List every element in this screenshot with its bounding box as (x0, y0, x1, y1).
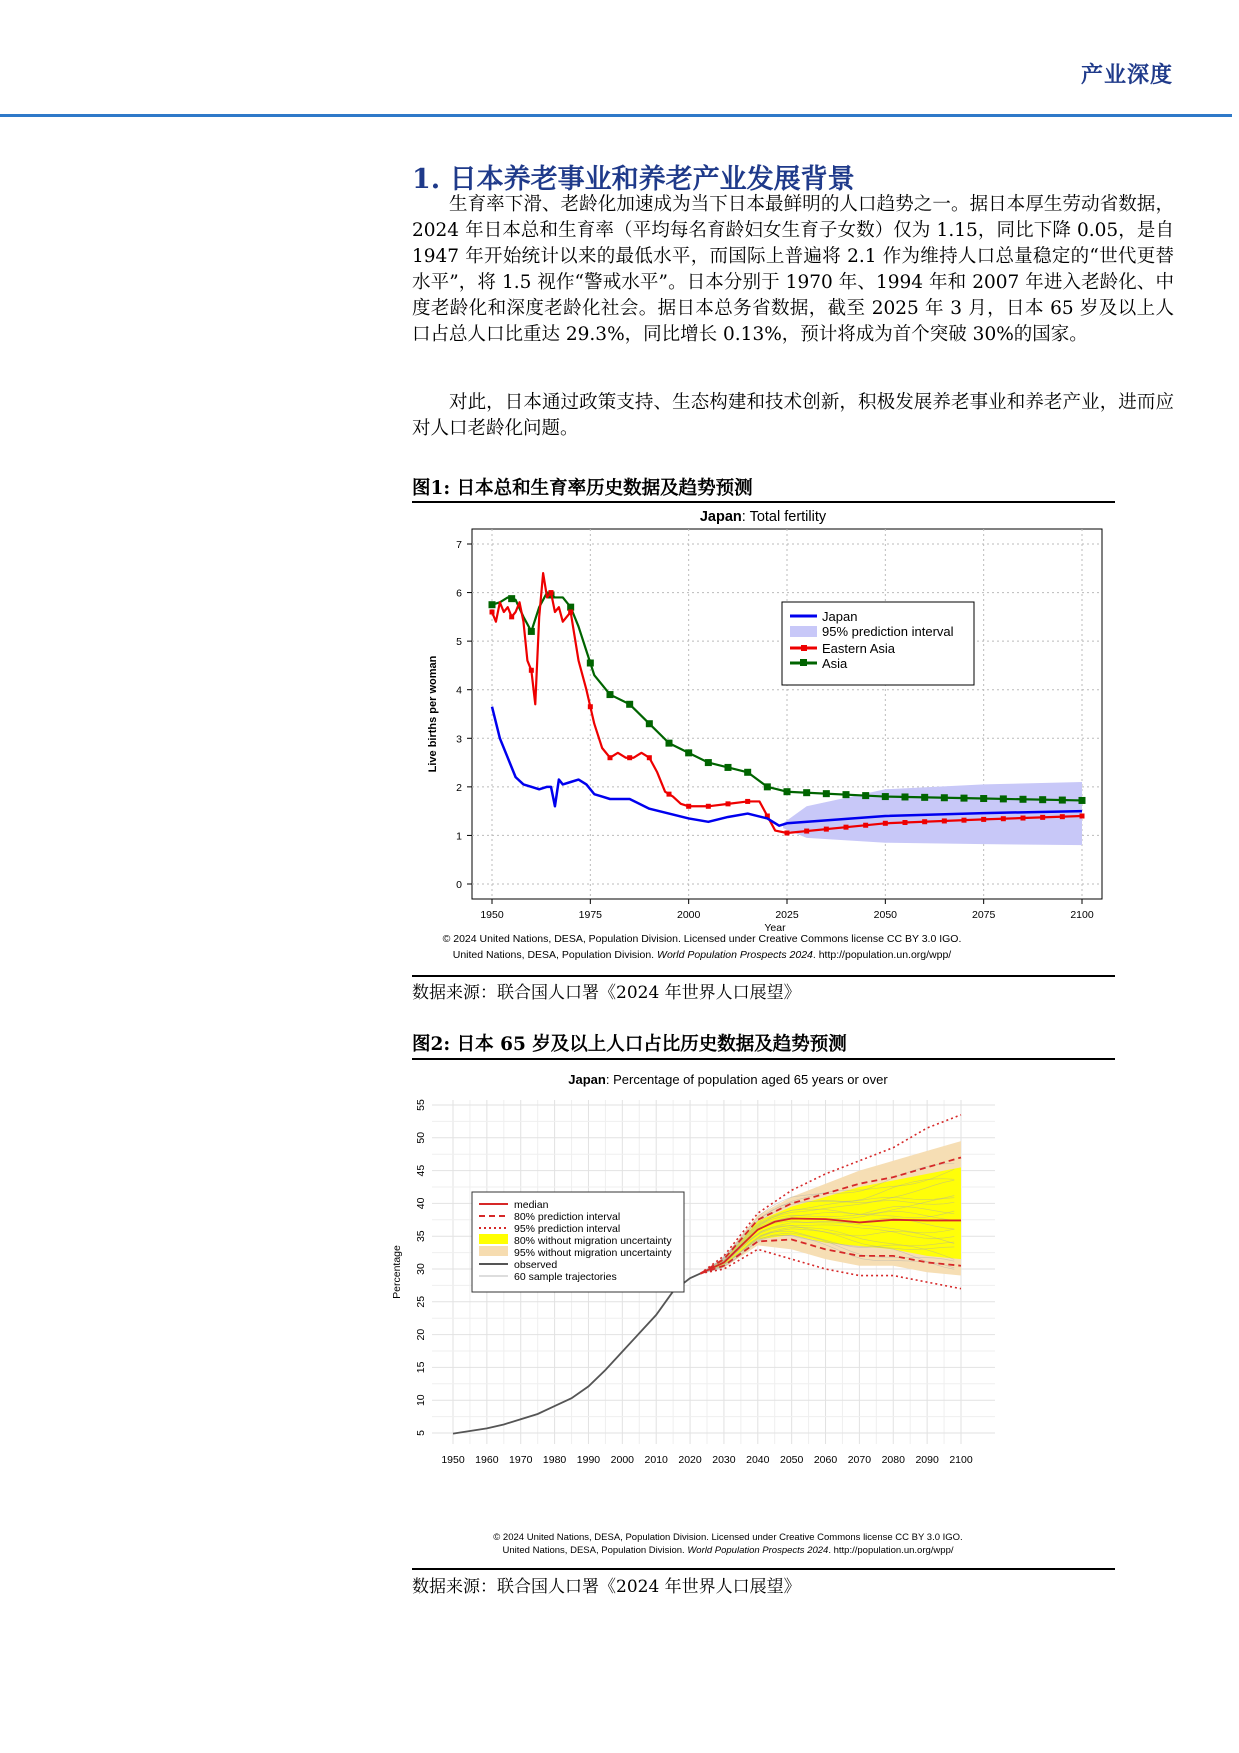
chart1-marker-asia (784, 788, 791, 795)
paragraph-1: 生育率下滑、老龄化加速成为当下日本最鲜明的人口趋势之一。据日本厚生劳动省数据，2024 年日本总和生育率（平均每名育龄妇女生育子女数）仅为 1.15，同比下降 0.05，是自 1947 年开始统计以来的最低水平，而国际上普遍将 2.1 作为维持人口总量稳定的“世代更替水平”，将 1.5 视作“警戒水平”。日本分别于 1970 年、1994 年和 2007 年进入老龄化、中度老龄化和深度老龄化社会。据日本总务省数据，截至 2025 年 3 月，日本 65 岁及以上人口占总人口比重达 29.3%，同比增长 0.13%，预计将成为首个突破 30%的国家。 (412, 194, 1174, 345)
chart1-marker-asia (646, 720, 653, 727)
chart1-marker-asia (587, 660, 594, 667)
chart2-ylabel: Percentage (391, 1245, 403, 1299)
chart1-marker-asia (607, 691, 614, 698)
chart1-tick-label-x: 1975 (578, 909, 603, 921)
chart2-tick-label-x: 2080 (881, 1454, 905, 1466)
chart1-tick-label-x: 2000 (676, 909, 701, 921)
figure1-source: 数据来源：联合国人口署《2024 年世界人口展望》 (412, 983, 801, 1003)
chart1-marker-asia (823, 790, 830, 797)
chart1-tick-label-x: 1950 (480, 909, 504, 921)
figure1-bottom-rule (412, 975, 1115, 977)
chart1-marker-asia (1020, 796, 1027, 803)
chart2-tick-label-y: 55 (415, 1099, 427, 1111)
chart1-marker-eastern-asia (726, 801, 731, 806)
chart1-marker-eastern-asia (981, 817, 986, 822)
chart2-credit-1: © 2024 United Nations, DESA, Population Division. Licensed under Creative Commons license CC BY 3.0 IGO. (493, 1532, 963, 1543)
chart2-tick-label-y: 20 (415, 1328, 427, 1341)
chart1-marker-eastern-asia (1040, 815, 1045, 820)
chart1-marker-eastern-asia (706, 804, 711, 809)
chart1-marker-eastern-asia (647, 755, 652, 760)
figure1-caption: 图1: 日本总和生育率历史数据及趋势预测 (412, 478, 753, 499)
chart1-marker-asia (803, 789, 810, 796)
figure1-chart (412, 504, 1115, 971)
chart2-tick-label-x: 2040 (746, 1454, 770, 1466)
chart1-marker-asia (705, 759, 712, 766)
chart1-marker-eastern-asia (1021, 816, 1026, 821)
chart2-tick-label-x: 1970 (509, 1454, 533, 1466)
header-divider (0, 114, 1232, 117)
chart1-marker-asia (685, 749, 692, 756)
chart1-marker-eastern-asia (785, 831, 790, 836)
chart2-tick-label-x: 2050 (779, 1454, 804, 1466)
chart1-legend-eastern-asia: Eastern Asia (822, 641, 895, 656)
chart1-marker-eastern-asia (608, 755, 613, 760)
figure2-bottom-rule (412, 1568, 1115, 1570)
chart1-marker-asia (508, 595, 515, 602)
chart2-tick-label-x: 2100 (949, 1454, 973, 1466)
chart1-marker-eastern-asia (883, 821, 888, 826)
figure2-top-rule (412, 1058, 1115, 1060)
chart2-line-observed (453, 1274, 700, 1434)
chart1-title: Japan: Total fertility (699, 509, 827, 525)
chart2-tick-label-y: 40 (415, 1197, 427, 1210)
chart1-tick-label-y: 4 (456, 684, 462, 697)
paragraph-2: 对此，日本通过政策支持、生态构建和技术创新，积极发展养老事业和养老产业，进而应对人口老龄化问题。 (412, 392, 1174, 439)
chart1-marker-asia (489, 601, 496, 608)
chart2-legend-95-nomig: 95% without migration uncertainty (514, 1247, 672, 1259)
chart2-tick-label-x: 2010 (644, 1454, 668, 1466)
chart1-marker-eastern-asia (942, 818, 947, 823)
section-title: 1. 日本养老事业和养老产业发展背景 (412, 164, 855, 195)
chart2-legend-80-nomig: 80% without migration uncertainty (514, 1235, 672, 1247)
chart1-marker-asia (882, 793, 889, 800)
chart2-tick-label-y: 45 (415, 1164, 427, 1177)
figure1-top-rule (412, 501, 1115, 503)
chart1-marker-asia (666, 740, 673, 747)
chart1-marker-eastern-asia (745, 799, 750, 804)
chart1-marker-asia (528, 628, 535, 635)
chart1-credit-1: © 2024 United Nations, DESA, Population Division. Licensed under Creative Commons license CC BY 3.0 IGO. (442, 933, 962, 945)
chart2-tick-label-x: 1950 (441, 1454, 465, 1466)
chart2-legend-trajectories: 60 sample trajectories (514, 1271, 617, 1283)
chart1-legend (782, 602, 974, 685)
chart1-marker-asia (961, 795, 968, 802)
chart1-marker-eastern-asia (863, 823, 868, 828)
chart1-credit-2: United Nations, DESA, Population Division. World Population Prospects 2024. http://population.un.org/wpp/ (452, 949, 952, 961)
chart2-legend-observed: observed (514, 1259, 558, 1271)
chart1-tick-label-y: 6 (456, 587, 462, 600)
chart1-tick-label-y: 0 (456, 879, 462, 891)
chart1-marker-eastern-asia (962, 818, 967, 823)
chart1-legend-pi95: 95% prediction interval (822, 624, 954, 639)
chart1-tick-label-x: 2075 (971, 909, 996, 921)
chart2-tick-label-x: 1990 (576, 1454, 601, 1466)
chart1-marker-eastern-asia (1060, 814, 1065, 819)
chart2-tick-label-x: 2090 (915, 1454, 939, 1466)
chart1-xlabel: Year (764, 922, 786, 934)
chart1-marker-asia (764, 783, 771, 790)
chart2-credit-2: United Nations, DESA, Population Division. World Population Prospects 2024. http://population.un.org/wpp/ (502, 1545, 954, 1556)
chart2-tick-label-y: 35 (415, 1230, 427, 1243)
chart1-marker-eastern-asia (903, 820, 908, 825)
chart2-legend-pi95: 95% prediction interval (514, 1223, 621, 1235)
chart2-legend-median: median (514, 1199, 549, 1211)
chart2-tick-label-x: 2070 (847, 1454, 872, 1466)
chart1-marker-asia (744, 769, 751, 776)
chart1-marker-eastern-asia (509, 614, 514, 619)
chart1-marker-asia (980, 795, 987, 802)
chart1-marker-eastern-asia (667, 792, 672, 797)
chart1-tick-label-x: 2025 (775, 909, 799, 921)
chart1-tick-label-y: 7 (456, 539, 462, 551)
chart2-legend (472, 1192, 684, 1292)
chart1-marker-asia (1059, 797, 1066, 804)
chart1-marker-eastern-asia (529, 668, 534, 673)
chart1-tick-label-x: 2050 (873, 909, 898, 921)
chart1-marker-asia (1039, 796, 1046, 803)
chart1-marker-asia (1079, 797, 1086, 804)
chart1-marker-eastern-asia (922, 819, 927, 824)
chart1-tick-label-y: 2 (456, 781, 462, 794)
chart1-tick-label-y: 1 (456, 830, 462, 843)
chart2-legend-pi80: 80% prediction interval (514, 1211, 621, 1223)
chart1-marker-eastern-asia (627, 755, 632, 760)
chart2-title: Japan: Percentage of population aged 65 years or over (568, 1072, 888, 1087)
chart2-tick-label-y: 25 (415, 1295, 427, 1308)
figure2-caption: 图2: 日本 65 岁及以上人口占比历史数据及趋势预测 (412, 1034, 847, 1055)
chart1-ylabel: Live births per woman (427, 655, 439, 773)
chart1-marker-eastern-asia (568, 610, 573, 615)
chart2-tick-label-x: 1960 (475, 1454, 499, 1466)
chart1-marker-asia (626, 701, 633, 708)
chart2-tick-label-y: 50 (415, 1131, 427, 1144)
chart1-marker-eastern-asia (686, 804, 691, 809)
chart2-tick-label-x: 1980 (542, 1454, 567, 1466)
chart1-marker-eastern-asia (804, 829, 809, 834)
chart1-marker-eastern-asia (844, 825, 849, 830)
chart1-legend-japan: Japan (822, 609, 858, 624)
chart2-tick-label-y: 30 (415, 1263, 427, 1275)
chart1-tick-label-y: 3 (456, 733, 462, 746)
chart2-tick-label-y: 5 (415, 1430, 427, 1436)
chart1-marker-asia (843, 791, 850, 798)
chart2-tick-label-x: 2000 (610, 1454, 635, 1466)
chart1-tick-label-y: 5 (456, 636, 462, 649)
figure2-source: 数据来源：联合国人口署《2024 年世界人口展望》 (412, 1577, 801, 1597)
chart2-tick-label-y: 15 (415, 1361, 427, 1374)
figure2-chart (391, 1062, 1115, 1567)
chart1-tick-label-x: 2100 (1070, 909, 1094, 921)
chart1-marker-asia (921, 794, 928, 801)
chart1-marker-asia (725, 764, 732, 771)
chart1-marker-eastern-asia (549, 590, 554, 595)
chart1-marker-eastern-asia (1080, 814, 1085, 819)
chart1-marker-eastern-asia (588, 704, 593, 709)
chart1-marker-eastern-asia (824, 827, 829, 832)
chart1-marker-asia (941, 794, 948, 801)
chart2-tick-label-x: 2030 (712, 1454, 736, 1466)
chart1-marker-asia (862, 792, 869, 799)
chart2-tick-label-x: 2060 (813, 1454, 838, 1466)
chart1-marker-asia (902, 793, 909, 800)
header-section-label: 产业深度 (1080, 63, 1173, 88)
chart1-marker-eastern-asia (1001, 816, 1006, 821)
chart2-tick-label-x: 2020 (678, 1454, 702, 1466)
chart2-plot-area (470, 1100, 1090, 1543)
chart1-marker-eastern-asia (490, 610, 495, 615)
chart2-tick-label-y: 10 (415, 1394, 427, 1407)
chart1-legend-asia: Asia (822, 656, 848, 671)
chart1-marker-asia (1000, 795, 1007, 802)
